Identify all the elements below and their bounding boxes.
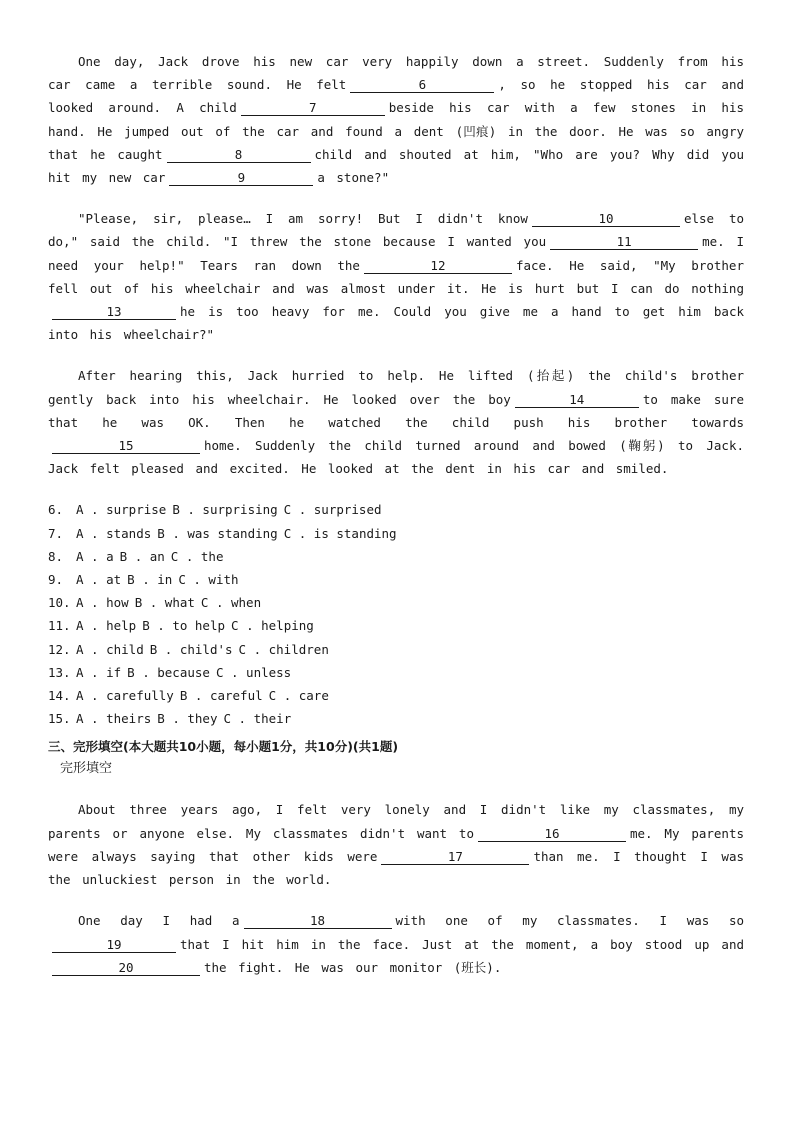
option-row	[48, 545, 744, 568]
option-c[interactable]: C . the	[170, 548, 224, 564]
option-c[interactable]: C . unless	[215, 664, 292, 680]
option-c[interactable]: C . helping	[231, 618, 314, 634]
text: , so he stopped his car and looked around. A child	[48, 77, 744, 116]
option-c[interactable]: C . care	[268, 688, 329, 704]
option-c[interactable]: C . children	[238, 641, 329, 657]
passage2-paragraph2	[48, 909, 744, 979]
question-number: 9.	[48, 572, 64, 588]
option-b[interactable]: B . what	[134, 595, 195, 611]
option-c[interactable]: C . surprised	[283, 502, 382, 518]
question-number: 10.	[48, 595, 71, 611]
passage1-paragraph3	[48, 364, 744, 480]
question-number: 7.	[48, 525, 64, 541]
blank-9[interactable]: 9	[169, 171, 313, 186]
document-page	[48, 50, 744, 997]
option-a[interactable]: A . help	[76, 618, 137, 634]
question-number: 14.	[48, 688, 71, 704]
question-number: 11.	[48, 618, 71, 634]
blank-7[interactable]: 7	[241, 101, 385, 116]
passage2-paragraph1	[48, 798, 744, 891]
text: After hearing this, Jack hurried to help. He lifted (抬起) the child's brother gently back into his wheelchair. He looked over the boy	[48, 368, 744, 407]
blank-13[interactable]: 13	[52, 305, 176, 320]
blank-17[interactable]: 17	[381, 850, 529, 865]
text: me. My parents were always saying that other kids were	[48, 825, 745, 864]
text: with one of my classmates. I was so	[395, 913, 744, 929]
blank-20[interactable]: 20	[52, 961, 200, 976]
option-c[interactable]: C . their	[223, 711, 292, 727]
text: child and shouted at him, "Who are you? Why did you hit my new car	[48, 146, 744, 186]
text: beside his car with a few stones in his hand. He jumped out of the car and found a dent (凹痕) in the door. He was so angry that he caught	[48, 100, 744, 162]
option-a[interactable]: A . carefully	[76, 688, 174, 704]
text: One day I had a	[78, 913, 240, 929]
section-subheading: 完形填空	[60, 761, 113, 777]
text: than me. I thought I was the unluckiest person in the world.	[48, 848, 744, 888]
blank-10[interactable]: 10	[532, 212, 680, 227]
option-a[interactable]: A . theirs	[76, 711, 152, 727]
text: a stone?"	[317, 170, 390, 186]
option-row	[48, 638, 744, 661]
option-c[interactable]: C . with	[178, 572, 239, 588]
option-b[interactable]: B . careful	[179, 688, 263, 704]
option-row	[48, 591, 744, 614]
text: to make sure that he was OK. Then he watched the child push his brother towards	[48, 391, 744, 430]
text: About three years ago, I felt very lonely and I didn't like my classmates, my parents or anyone else. My classmates didn't want to	[48, 802, 744, 841]
answer-options-list	[48, 498, 744, 730]
option-a[interactable]: A . if	[76, 664, 122, 680]
blank-19[interactable]: 19	[52, 938, 176, 953]
blank-18[interactable]: 18	[244, 914, 392, 929]
question-number: 6.	[48, 502, 64, 518]
blank-15[interactable]: 15	[52, 439, 200, 454]
option-c[interactable]: C . is standing	[283, 525, 397, 541]
text: "Please, sir, please… I am sorry! But I didn't know	[78, 211, 528, 227]
blank-12[interactable]: 12	[364, 259, 512, 274]
option-row	[48, 661, 744, 684]
option-a[interactable]: A . child	[76, 641, 144, 657]
text: he is too heavy for me. Could you give me a hand to get him back into his wheelchair?"	[48, 304, 744, 343]
option-row	[48, 498, 744, 521]
option-row	[48, 522, 744, 545]
option-b[interactable]: B . surprising	[172, 502, 278, 518]
question-number: 15.	[48, 711, 71, 727]
option-b[interactable]: B . in	[127, 572, 173, 588]
text: the fight. He was our monitor (班长).	[204, 959, 502, 975]
question-number: 8.	[48, 548, 64, 564]
option-b[interactable]: B . an	[119, 548, 165, 564]
option-a[interactable]: A . a	[76, 548, 114, 564]
question-number: 13.	[48, 664, 71, 680]
text: that I hit him in the face. Just at the moment, a boy stood up and	[180, 936, 744, 952]
passage1-paragraph1	[48, 50, 744, 189]
text: me. I need your help!" Tears ran down the	[48, 234, 744, 273]
blank-11[interactable]: 11	[550, 235, 698, 250]
question-number: 12.	[48, 641, 71, 657]
blank-6[interactable]: 6	[350, 78, 494, 93]
section-heading: 三、完形填空(本大题共10小题，每小题1分，共10分)(共1题)	[48, 739, 399, 755]
option-a[interactable]: A . stands	[76, 525, 152, 541]
option-row	[48, 614, 744, 637]
blank-14[interactable]: 14	[515, 393, 639, 408]
option-a[interactable]: A . at	[76, 572, 122, 588]
option-b[interactable]: B . child's	[149, 641, 233, 657]
option-b[interactable]: B . to help	[142, 618, 226, 634]
option-c[interactable]: C . when	[200, 595, 262, 611]
text: home. Suddenly the child turned around and bowed (鞠躬) to Jack. Jack felt pleased and excited. He looked at the dent in his car and smiled.	[48, 438, 744, 477]
option-b[interactable]: B . they	[157, 711, 218, 727]
blank-16[interactable]: 16	[478, 827, 626, 842]
option-row	[48, 568, 744, 591]
passage1-paragraph2	[48, 207, 744, 346]
blank-8[interactable]: 8	[167, 148, 311, 163]
option-row	[48, 684, 744, 707]
text: One day, Jack drove his new car very happily down a street. Suddenly from his car came a terrible sound. He felt	[48, 54, 744, 93]
option-b[interactable]: B . was standing	[157, 525, 278, 541]
option-b[interactable]: B . because	[127, 664, 210, 680]
option-a[interactable]: A . surprise	[76, 502, 167, 518]
text: face. He said, "My brother fell out of his wheelchair and was almost under it. He is hurt but I can do nothing	[48, 257, 744, 296]
option-a[interactable]: A . how	[76, 595, 129, 611]
option-row	[48, 707, 744, 730]
text: else to do," said the child. "I threw the stone because I wanted you	[48, 211, 744, 250]
